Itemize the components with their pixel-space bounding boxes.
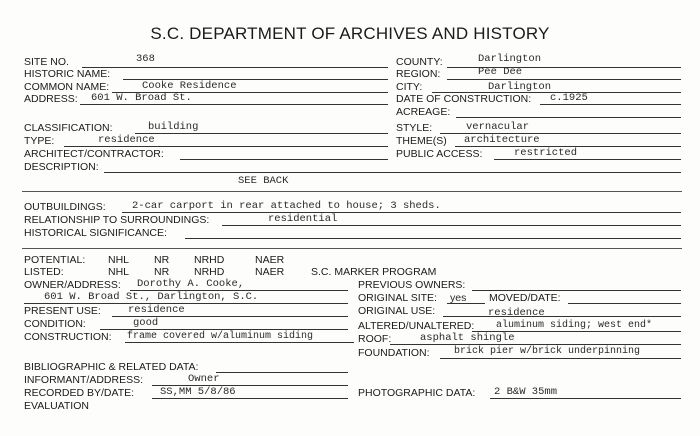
altered-value: aluminum siding; west end*: [496, 320, 653, 331]
foundation-line: [440, 358, 681, 359]
type-line: [64, 146, 388, 147]
classification-value: building: [148, 121, 199, 133]
informant-value: Owner: [188, 373, 220, 385]
city-label: CITY:: [396, 81, 423, 93]
photographic-data-label: PHOTOGRAPHIC DATA:: [358, 387, 476, 399]
potential-naer: NAER: [255, 254, 285, 266]
owner-name-value: Dorothy A. Cooke,: [137, 278, 245, 290]
site-no-label: SITE NO.: [24, 56, 69, 68]
evaluation-label: EVALUATION: [24, 400, 89, 412]
roof-value: asphalt shingle: [420, 332, 515, 344]
original-use-label: ORIGINAL USE:: [358, 305, 436, 317]
present-use-label: PRESENT USE:: [24, 305, 101, 317]
potential-nr: NR: [154, 254, 170, 266]
classification-line: [135, 133, 388, 134]
owner-address-label: OWNER/ADDRESS:: [24, 279, 121, 291]
previous-owners-line: [472, 290, 681, 291]
bibliographic-label: BIBLIOGRAPHIC & RELATED DATA:: [24, 361, 199, 373]
foundation-value: brick pier w/brick underpinning: [454, 346, 641, 357]
form-title: S.C. DEPARTMENT OF ARCHIVES AND HISTORY: [150, 24, 550, 43]
previous-owners-label: PREVIOUS OWNERS:: [358, 279, 466, 291]
moved-date-line: [568, 303, 681, 304]
original-use-line: [443, 316, 681, 317]
address-label: ADDRESS:: [24, 93, 78, 105]
historical-significance-label: HISTORICAL SIGNIFICANCE:: [24, 227, 167, 239]
county-label: COUNTY:: [396, 56, 443, 68]
description-label: DESCRIPTION:: [24, 161, 99, 173]
common-name-label: COMMON NAME:: [24, 81, 110, 93]
altered-label: ALTERED/UNALTERED:: [358, 320, 475, 332]
present-use-value: residence: [128, 304, 185, 316]
construction-value: frame covered w/aluminum siding: [127, 331, 314, 342]
address-line: [80, 104, 388, 105]
type-label: TYPE:: [24, 135, 55, 147]
foundation-label: FOUNDATION:: [358, 347, 430, 359]
recorded-by-label: RECORDED BY/DATE:: [24, 387, 135, 399]
style-label: STYLE:: [396, 122, 433, 134]
architect-line: [180, 159, 388, 160]
public-access-value: restricted: [514, 147, 578, 159]
listed-nrhd: NRHD: [194, 266, 225, 278]
city-value: Darlington: [488, 81, 552, 93]
potential-nrhd: NRHD: [194, 254, 225, 266]
photographic-data-value: 2 B&W 35mm: [494, 386, 558, 398]
potential-nhl: NHL: [108, 254, 130, 266]
acreage-line: [456, 117, 681, 118]
condition-value: good: [133, 317, 159, 329]
region-label: REGION:: [396, 68, 441, 80]
informant-label: INFORMANT/ADDRESS:: [24, 374, 144, 386]
owner-address-line: [24, 303, 348, 304]
recorded-by-value: SS,MM 5/8/86: [160, 386, 236, 398]
moved-date-label: MOVED/DATE:: [489, 292, 561, 304]
relationship-value: residential: [268, 213, 338, 225]
region-line: [447, 79, 681, 80]
listed-naer: NAER: [255, 266, 285, 278]
date-of-construction-line: [540, 104, 681, 105]
condition-label: CONDITION:: [24, 318, 86, 330]
address-value: 601 W. Broad St.: [91, 92, 192, 104]
style-value: vernacular: [466, 121, 530, 133]
construction-label: CONSTRUCTION:: [24, 331, 112, 343]
marker-program-label: S.C. MARKER PROGRAM: [311, 266, 437, 278]
themes-value: architecture: [464, 134, 540, 146]
owner-address-value: 601 W. Broad St., Darlington, S.C.: [44, 291, 259, 303]
outbuildings-label: OUTBUILDINGS:: [24, 201, 106, 213]
listed-label: LISTED:: [24, 266, 64, 278]
public-access-line: [494, 159, 681, 160]
historical-significance-line: [185, 238, 681, 239]
roof-label: ROOF:: [358, 333, 392, 345]
condition-line: [100, 329, 348, 330]
description-value: SEE BACK: [238, 175, 289, 187]
site-no-line: [82, 67, 388, 68]
listed-nr: NR: [154, 266, 170, 278]
recorded-by-line: [152, 398, 348, 399]
date-of-construction-value: c.1925: [550, 92, 588, 104]
relationship-line: [222, 225, 681, 226]
potential-label: POTENTIAL:: [24, 254, 86, 266]
date-of-construction-label: DATE OF CONSTRUCTION:: [396, 93, 532, 105]
outbuildings-value: 2-car carport in rear attached to house; 3 sheds.: [132, 200, 441, 212]
county-value: Darlington: [478, 53, 542, 65]
themes-label: THEME(S): [396, 135, 447, 147]
listed-nhl: NHL: [108, 266, 130, 278]
bibliographic-line: [216, 372, 348, 373]
public-access-label: PUBLIC ACCESS:: [396, 148, 483, 160]
site-no-value: 368: [136, 53, 155, 65]
relationship-label: RELATIONSHIP TO SURROUNDINGS:: [24, 214, 210, 226]
historic-name-label: HISTORIC NAME:: [24, 68, 111, 80]
classification-label: CLASSIFICATION:: [24, 122, 113, 134]
original-use-value: residence: [488, 307, 545, 319]
outbuildings-line: [122, 212, 681, 213]
region-value: Pee Dee: [478, 66, 523, 78]
acreage-label: ACREAGE:: [396, 106, 451, 118]
roof-line: [390, 344, 681, 345]
section-divider: [22, 248, 682, 249]
photographic-data-line: [490, 398, 681, 399]
architect-label: ARCHITECT/CONTRACTOR:: [24, 148, 164, 160]
original-site-value: yes: [450, 292, 467, 304]
common-name-value: Cooke Residence: [142, 80, 237, 92]
original-site-label: ORIGINAL SITE:: [358, 292, 437, 304]
section-divider: [22, 191, 682, 192]
type-value: residence: [98, 134, 155, 146]
description-line: [104, 172, 681, 173]
